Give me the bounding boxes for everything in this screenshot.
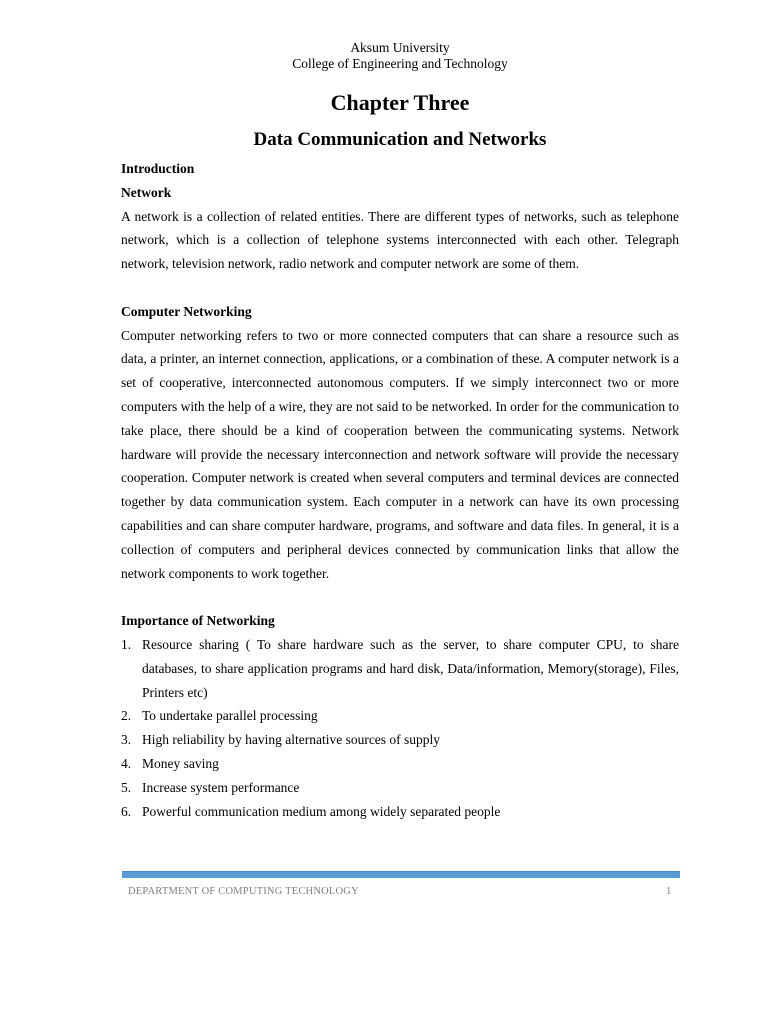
importance-list: [121, 633, 679, 823]
list-item: [121, 704, 679, 728]
paragraph-spacer: [121, 276, 679, 300]
list-number: 2.: [121, 708, 132, 724]
list-number: 6.: [121, 803, 132, 819]
list-item-text: High reliability by having alternative sources of supply: [142, 732, 441, 748]
importance-heading: Importance of Networking: [121, 613, 275, 629]
document-body: [121, 157, 679, 823]
computer-networking-paragraph: Computer networking refers to two or more connected computers that can share a resource such as data, a printer, an internet connection, applications, or a combination of these. A computer network is a set of cooperative, interconnected autonomous computers. If we simply interconnect two or more computers with the help of a wire, they are not said to be networked. In order for the communication to take place, there should be a kind of cooperation between the communicating systems. Network hardware will provide the necessary interconnection and network software will provide the necessary cooperation. Computer network is created when several computers and terminal devices are connected together by data communication system. Each computer in a network can have its own processing capabilities and can share computer hardware, programs, and software and data files. In general, it is a collection of computers and peripheral devices connected by communication links that allow the network components to work together.: [121, 327, 679, 581]
list-item-text: To undertake parallel processing: [142, 708, 318, 724]
network-heading: Network: [121, 184, 172, 200]
list-item-text: Money saving: [142, 755, 219, 771]
list-item: [121, 728, 679, 752]
paragraph-spacer: [121, 585, 679, 609]
list-item: [121, 776, 679, 800]
section-title: Data Communication and Networks: [253, 129, 547, 150]
list-item: [121, 752, 679, 776]
list-item-text: Resource sharing ( To share hardware such as the server, to share computer CPU, to share databases, to share application programs and hard disk, Data/information, Memory(storage), Files, Printers etc): [142, 636, 679, 700]
university-name: Aksum University: [350, 40, 450, 55]
list-item: [121, 800, 679, 824]
computer-networking-heading: Computer Networking: [121, 303, 252, 319]
list-number: 1.: [121, 636, 132, 652]
list-item-text: Powerful communication medium among widely separated people: [142, 803, 501, 819]
list-number: 5.: [121, 779, 132, 795]
page-header: [0, 40, 768, 72]
network-paragraph: A network is a collection of related entities. There are different types of networks, such as telephone network, which is a collection of telephone systems interconnected with each other. Telegraph network, television network, radio network and computer network are some of them.: [121, 208, 679, 272]
chapter-title: Chapter Three: [330, 90, 470, 115]
list-number: 4.: [121, 755, 132, 771]
footer-rule: [122, 871, 680, 878]
list-item: [121, 633, 679, 704]
list-item-text: Increase system performance: [142, 779, 300, 795]
page-number: 1: [666, 886, 672, 897]
list-number: 3.: [121, 732, 132, 748]
footer-department: DEPARTMENT OF COMPUTING TECHNOLOGY: [128, 886, 359, 897]
introduction-heading: Introduction: [121, 161, 195, 176]
college-name: College of Engineering and Technology: [292, 56, 508, 71]
